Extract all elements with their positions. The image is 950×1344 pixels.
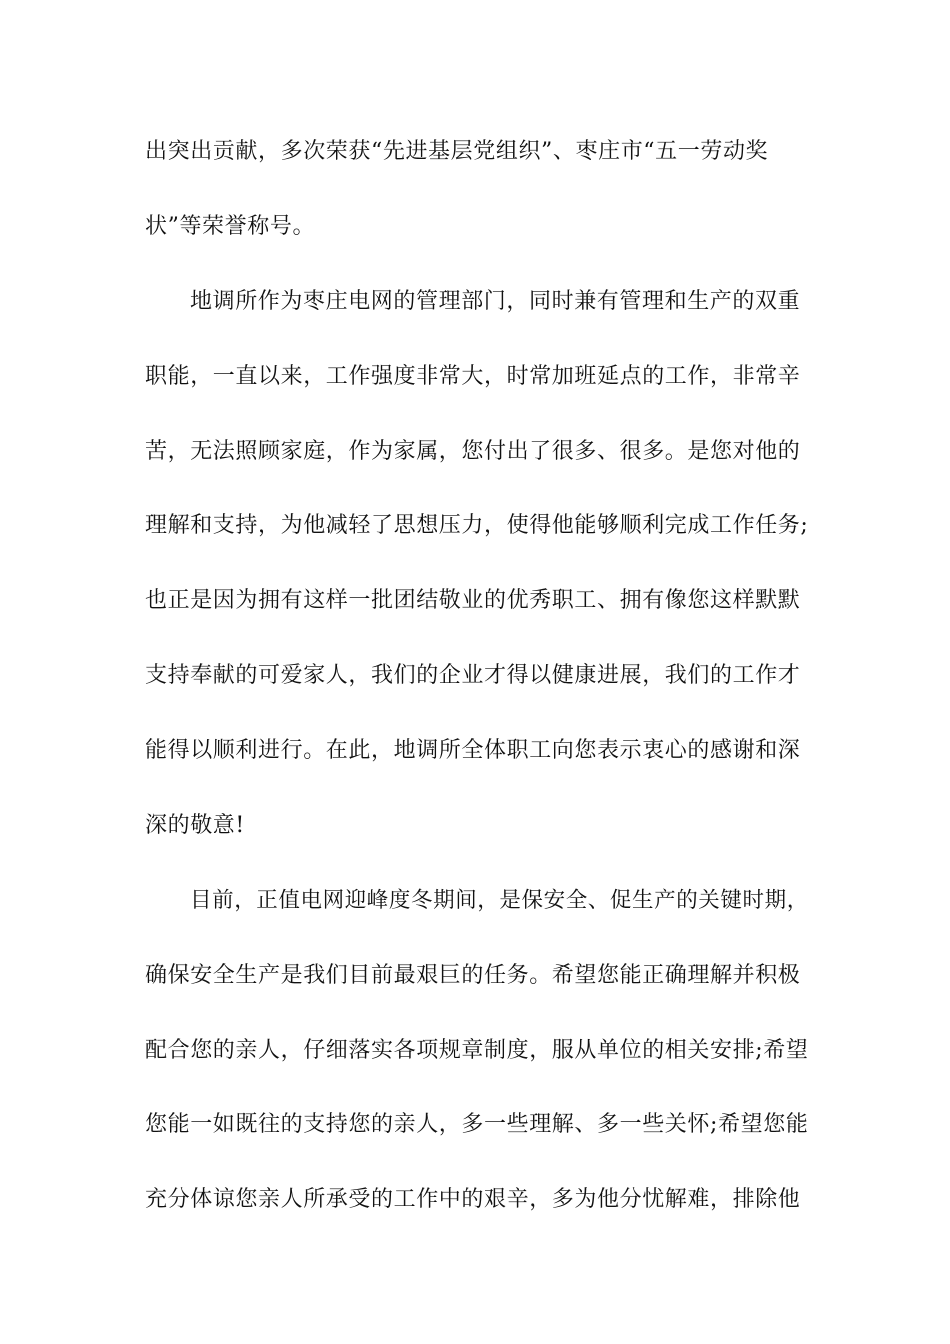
text-line: 理解和支持，为他减轻了思想压力，使得他能够顺利完成工作任务; (145, 513, 809, 538)
text-line: 能得以顺利进行。在此，地调所全体职工向您表示衷心的感谢和深 (145, 738, 801, 763)
text-line: 您能一如既往的支持您的亲人，多一些理解、多一些关怀;希望您能 (145, 1112, 809, 1137)
text-line: 职能，一直以来，工作强度非常大，时常加班延点的工作，非常辛 (145, 364, 801, 389)
text-line: 配合您的亲人，仔细落实各项规章制度，服从单位的相关安排;希望 (145, 1038, 809, 1063)
text-line: 深的敬意! (145, 813, 245, 838)
paragraph-start-line: 地调所作为枣庄电网的管理部门，同时兼有管理和生产的双重 (190, 289, 801, 314)
text-line: 状”等荣誉称号。 (145, 214, 316, 239)
text-line: 也正是因为拥有这样一批团结敬业的优秀职工、拥有像您这样默默 (145, 588, 801, 613)
text-line: 苦，无法照顾家庭，作为家属，您付出了很多、很多。是您对他的 (145, 439, 801, 464)
text-line: 出突出贡献，多次荣获“先进基层党组织”、枣庄市“五一劳动奖 (145, 139, 769, 164)
text-line: 充分体谅您亲人所承受的工作中的艰辛，多为他分忧解难，排除他 (145, 1187, 801, 1212)
text-line: 支持奉献的可爱家人，我们的企业才得以健康进展，我们的工作才 (145, 663, 801, 688)
paragraph-start-line: 目前，正值电网迎峰度冬期间，是保安全、促生产的关键时期， (190, 888, 809, 913)
text-line: 确保安全生产是我们目前最艰巨的任务。希望您能正确理解并积极 (145, 963, 801, 988)
